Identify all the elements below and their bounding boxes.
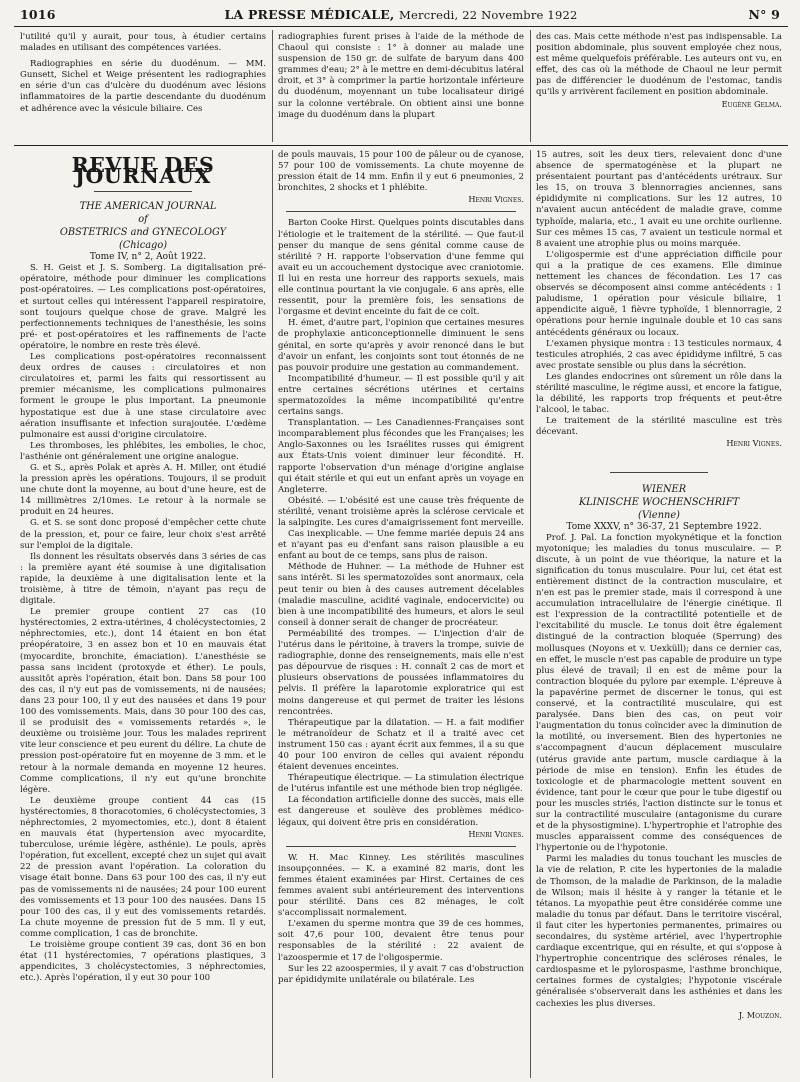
article-paragraph: Parmi les maladies du tonus touchant les muscles de la vie de relation, P. cite les hypertonies de la maladie de Thomson, de la maladie de Parkinson, de la maladie de Wilson; mais il hésite à y ranger la tétanie et le tétanos. La myopathie peut être considérée comme une maladie du tonus par défaut. Dans le territoire viscéral, il faut citer les hypertonies permanentes, primaires ou secondaires, du système artériel, avec l'hypertrophie cardiaque excentrique, qui en résulte, et qui s'oppose à l'hypertrophie concentrique des scléroses rénales, le cardiospasme et le pylorospasme, l'asthme bronchique, certaines formes de cystalgies; l'hypotonie viscérale généralisée s'observerait dans les asthénies et dans les cachexies les plus diverses. [536,854,782,1009]
article-paragraph: La fécondation artificielle donne des succès, mais elle est dangereuse et soulève des problèmes médico-légaux, qui doivent être pris en considération. [278,795,524,828]
article-paragraph: G. et S. se sont donc proposé d'empêcher cette chute de la pression, et, pour ce faire, leur choix s'est arrêté sur l'emploi de la digitale. [20,518,266,551]
page-number: 1016 [20,7,56,22]
top-column-2 [278,32,524,142]
article-paragraph: Perméabilité des trompes. — L'injection d'air de l'utérus dans le péritoine, à travers la trompe, suivie de radiographie, donne des renseignements, mais elle n'est pas dépourvue de risques : H. connaît 2 cas de mort et plusieurs observations de poussées inflammatoires du pelvis. Il préfère la laparotomie exploratrice qui est moins dangereuse et qui permet de traiter les lésions rencontrées. [278,628,524,717]
revue-column-1 [20,150,266,1082]
article-paragraph: Les glandes endocrines ont sûrement un rôle dans la stérilité masculine, le régime aussi, et encore la fatigue, la débilité, les rapports trop fréquents et peut-être l'alcool, le tabac. [536,371,782,416]
title-rule [94,191,192,192]
article-paragraph: W. H. Mac Kinney. Les stérilités masculines insoupçonnées. — K. a examiné 82 maris, dont les femmes étaient examinées par Hirst. Certaines de ces femmes avaient subi antérieurement des interventions pour stérilité. Dans ces 82 ménages, le coït s'accomplissait normalement. [278,852,524,919]
article-paragraph: Cas inexplicable. — Une femme mariée depuis 24 ans et n'ayant pas eu d'enfant sans raison plausible a eu enfant au bout de ce temps, sans plus de raison. [278,529,524,562]
column-divider [272,30,273,142]
article-paragraph: Le traitement de la stérilité masculine est très décevant. [536,416,782,438]
article-paragraph: Thérapeutique par la dilatation. — H. a fait modifier le métranoïdeur de Schatz et il a traité avec cet instrument 150 cas : ayant écrit aux femmes, il a su que 40 pour 100 environ de celles qui avaient répondu étaient devenues enceintes. [278,717,524,773]
journal-tome: Tome XXXV, n° 36-37, 21 Septembre 1922. [566,521,762,532]
revue-column-3 [536,150,782,1082]
issue-date: Mercredi, 22 Novembre 1922 [399,8,578,22]
signature: Henri Vignes. [468,828,524,839]
top-col3-para: des cas. Mais cette méthode n'est pas indispensable. La position abdominale, plus souvent employée chez nous, est même quelquefois préférable. Les auteurs ont vu, en effet, des cas où la méthode de Chaoul ne leur permit pas de différencier le duodénum de l'estomac, tandis qu'ils y arrivèrent facilement en position abdominale. [536,32,782,98]
journal-name-line: THE AMERICAN JOURNAL [79,201,217,213]
article-paragraph: Barton Cooke Hirst. Quelques points discutables dans l'étiologie et le traitement de la stérilité. — Que faut-il penser du manque de sens génital comme cause de stérilité ? H. rapporte l'observation d'une femme qui avait eu un accouchement dystocique avec craniotomie. Il lui en resta une horreur des rapports sexuels, mais elle continua pourtant la vie conjugale. 6 ans après, elle ressentit, pour la première fois, les sensations de l'orgasme et devint enceinte du fait de ce coït. [278,218,524,318]
journal-name [536,483,782,522]
column-divider [530,150,531,1078]
article-paragraph: Ils donnent les résultats observés dans 3 séries de cas : la première ayant été soumise à une digitalisation rapide, la deuxième à une digitalisation lente et la troisième, à titre de témoin, n'ayant pas reçu de digitale. [20,551,266,607]
journal-name-line: (Vienne) [638,509,680,521]
article-paragraph: Incompatibilité d'humeur. — Il est possible qu'il y ait entre certaines sécrétions utérines et certains spermatozoïdes la même incompatibilité qu'entre certains sangs. [278,373,524,418]
journal-name-line: KLINISCHE WOCHENSCHRIFT [578,496,740,508]
page-header [14,4,788,24]
journal-title-line [14,7,788,22]
newspaper-page [14,0,788,1082]
section-title: REVUE DES JOURNAUX [71,153,215,189]
journal-name-line: WIENER [641,483,687,495]
revue-column-2 [278,150,524,1082]
journal-separator [610,472,708,473]
issue-number: N° 9 [748,7,780,22]
article-paragraph: S. H. Geist et J. S. Somberg. La digitalisation pré-opératoire, méthode pour diminuer les complications post-opératoires. — Les complications post-opératoires, et surtout celles qui intéressent l'appareil respiratoire, sont toujours quelque chose de grave. Malgré les perfectionnements techniques de l'anesthésie, les soins pré- et post-opératoires et les raffinements de l'acte opératoire, le nombre en reste très élevé. [20,263,266,351]
article-paragraph: Le deuxième groupe contient 44 cas (15 hystérectomies, 8 thoracotomies, 6 cholécystectomies, 3 néphrectomies, 2 myomectomies, etc.), dont 8 étaient en mauvais état (hypertension avec myocardite, tuberculose, urémie légère, asthénie). Le pouls, après l'opération, fut excellent, excepté chez un sujet qui avait 22 de pression avant l'opération. La coloration du visage était bonne. Dans 63 pour 100 des cas, il n'y eut pas de vomissements ni de nausées; 24 pour 100 eurent des vomissements et 13 pour 100 des nausées. Dans 15 pour 100 des cas, il y eut des vomissements retardés. La chute moyenne de pression fut de 5 mm. Il y eut, comme complication, 1 cas de bronchite. [20,795,266,939]
header-rule [14,26,788,27]
article-paragraph: L'examen physique montra : 13 testicules normaux, 4 testicules atrophiés, 2 cas avec épididyme infiltré, 5 cas avec prostate sensible ou plus dans la sécrétion. [536,338,782,371]
signature: Henri Vignes. [726,438,782,449]
top-col2-para: radiographies furent prises à l'aide de la méthode de Chaoul qui consiste : 1° à donner au malade une suspension de 150 gr. de sulfate de baryum dans 400 grammes d'eau; 2° à le mettre en demi-décubitus latéral droit, et 3° à comprimer la partie horizontale inférieure du duodénum, moyennant un tube localisateur dirigé sur la colonne vertébrale. On obtient ainsi une bonne image du duodénum dans la plupart [278,32,524,120]
article-paragraph: Le premier groupe contient 27 cas (10 hystérectomies, 2 extra-utérines, 4 cholécystectomies, 2 néphrectomies, etc.), dont 14 étaient en bon état préopératoire, 3 en assez bon et 10 en mauvais état (myocardite, bronchite, émaciation). L'anesthésie se passa sans incident (protoxyde et éther). Le pouls, aussitôt après l'opération, était bon. Dans 58 pour 100 des cas, il n'y eut pas de vomissements, ni de nausées; dans 23 pour 100, il y eut des nausées et dans 19 pour 100 des vomissements. Mais, dans 30 pour 100 des cas, il se produisit des « vomissements retardés », le deuxième ou troisième jour. Tous les malades reprirent vite leur conscience et peu eurent du délire. La chute de pression post-opératoire fut en moyenne de 3 mm. et le retour à la normale demanda en moyenne 12 heures. Comme complications, il n'y eut qu'une bronchite légère. [20,607,266,795]
column-divider [530,30,531,142]
column-divider [272,150,273,1078]
article-paragraph: Thérapeutique électrique. — La stimulation électrique de l'utérus infantile est une méthode bien trop négligée. [278,773,524,795]
article-separator [286,846,516,847]
article-separator [286,211,516,212]
article-paragraph: G. et S., après Polak et après A. H. Miller, ont étudié la pression après les opérations. Toujours, il se produit une chute dont la moyenne, au bout d'une heure, est de 14 millimètres 2/10mes. Le retour à la normale se produit en 24 heures. [20,462,266,518]
article-paragraph: de pouls mauvais, 15 pour 100 de pâleur ou de cyanose, 57 pour 100 de vomissements. La chute moyenne de pression était de 14 mm. Enfin il y eut 6 pneumonies, 2 bronchites, 2 shocks et 1 phlébite. [278,150,524,194]
signature: Henri Vignes. [468,194,524,205]
top-column-3 [536,32,782,142]
article-paragraph: Les complications post-opératoires reconnaissent deux ordres de causes : circulatoires et non circulatoires et, parmi les faits qui ressortissent au premier mécanisme, les complications pulmonaires forment le groupe le plus important. La pneumonie hypostatique est due à une stase circulatoire avec aération insuffisante et infection surajoutée. L'œdème pulmonaire est aussi d'origine circulatoire. [20,352,266,440]
article-paragraph: Obésité. — L'obésité est une cause très fréquente de stérilité, venant troisième après la sclérose cervicale et la salpingite. Les cures d'amaigrissement font merveille. [278,495,524,528]
article-paragraph: L'oligospermie est d'une appréciation difficile pour qui a la pratique de ces examens. Elle diminue nettement les chances de fécondation. Les 17 cas observés se décomposent ainsi comme antécédents : 1 paludisme, 1 opération pour vésicule biliaire, 1 appendicite aiguë, 1 fièvre typhoïde, 1 blennorragie, 2 opérations pour hernie inguinale double et 10 cas sans antécédents généraux ou locaux. [536,249,782,338]
journal-tome: Tome IV, n° 2, Août 1922. [89,252,207,263]
journal-title: LA PRESSE MÉDICALE, [224,7,395,22]
top-column-1 [20,32,266,142]
article-paragraph: Méthode de Huhner. — La méthode de Huhner est sans intérêt. Si les spermatozoïdes sont anormaux, cela peut tenir ou bien à des causes autrement décelables (maladie masculine, acidité vaginale, endocervicite) ou bien à une incompatibilité des humeurs, et alors le seul conseil à donner serait de changer de procréateur. [278,562,524,628]
signature: J. Mouzon. [738,1009,782,1020]
article-paragraph: 15 autres, soit les deux tiers, relevaient donc d'une absence de spermatogénèse et la plupart ne présentaient pourtant pas d'antécédents urétraux. Sur les 15, on trouva 3 blennorragies anciennes, sans épididymite ni complications. Sur les 12 autres, 10 n'avaient aucun antécédent de maladie grave, comme typhoïde, malaria, etc., 1 avait eu une orchite ourlienne. Sur ces mêmes 15 cas, 7 avaient un testicule normal et 8 avaient une atrophie plus ou moins marquée. [536,150,782,249]
article-paragraph: Le troisième groupe contient 39 cas, dont 36 en bon état (11 hystérectomies, 7 opérations plastiques, 3 appendicites, 3 cholécystectomies, 3 néphrectomies, etc.). Après l'opération, il y eut 30 pour 100 [20,940,266,984]
article-paragraph: Les thromboses, les phlébites, les embolies, le choc, l'asthénie ont généralement une origine analogue. [20,440,266,462]
journal-name-line: of [138,214,148,226]
article-paragraph: H. émet, d'autre part, l'opinion que certaines mesures de prophylaxie anticonceptionnelle diminuent le sens génital, en sorte qu'après y avoir renoncé dans le but d'avoir un enfant, les conjoints sont tout étonnés de ne pas pouvoir produire une gestation au commandement. [278,318,524,373]
journal-name-line: OBSTETRICS and GYNECOLOGY [59,227,227,239]
top-col1-para: Radiographies en série du duodénum. — MM. Gunsett, Sichel et Weige présentent les radiographies en série d'un cas d'ulcère du duodénum avec lésions inflammatoires de la partie descendante du duodénum et adhérence avec la vésicule biliaire. Ces [20,59,266,114]
journal-name [20,200,266,252]
article-paragraph: L'examen du sperme montra que 39 de ces hommes, soit 47,6 pour 100, devaient être tenus pour responsables de la stérilité : 22 avaient de l'azoospermie et 17 de l'oligospermie. [278,919,524,963]
top-col1-para: l'utilité qu'il y aurait, pour tous, à étudier certains malades en utilisant des compétences variées. [20,32,266,54]
article-paragraph: Transplantation. — Les Canadiennes-Françaises sont incomparablement plus fécondes que les Françaises; les Anglo-Saxonnes ou les Israélites russes qui émigrent aux États-Unis voient diminuer leur fécondité. H. rapporte l'observation d'un ménage d'origine anglaise qui était stérile et qui eut un enfant après un voyage en Angleterre. [278,418,524,495]
article-paragraph: Sur les 22 azoospermies, il y avait 7 cas d'obstruction par épididymite unilatérale ou bilatérale. Les [278,963,524,985]
journal-name-line: (Chicago) [118,240,168,252]
signature: Eugène Gelma. [721,98,782,109]
section-rule [14,145,788,146]
article-paragraph: Prof. J. Pal. La fonction myokynétique et la fonction myotonique; les maladies du tonus musculaire. — P. discute, à un point de vue théorique, la nature et la signification du tonus musculaire. Pour lui, cet état est entièrement distinct de la contraction musculaire, et n'en est pas le premier stade, mais il correspond à une accumulation intracellulaire de l'énergie cinétique. Il est l'expression de la contractilité potentielle et de l'excitabilité du muscle. Le tonus doit être également distingué de la contraction bloquée (Sperrung) des mollusques (Noyons et v. Uexküll); dans ce dernier cas, en effet, le muscle n'est pas capable de produire un type plus élevé de travail; il en est de même pour la contraction bloquée du pylore par exemple. L'épreuve à la papavérine permet de discerner le tonus, qui est conservé, et la contractilité musculaire, qui est paralysée. Dans bien des cas, on peut voir l'augmentation du tonus coïncider avec la diminution de la motilité, ou inversement. Bien des hypertonies ne s'accompagnent d'aucun déplacement musculaire (utérus gravide ante partum, muscle cardiaque à la période de mise en tension). Enfin les études de toxicologie et de pharmacologie mettent souvent en évidence, tant pour le cœur que pour le tube digestif ou pour les muscles striés, l'action distincte sur le tonus et sur la contractilité musculaire (antagonisme du curare et de la physostigmine). L'hypertrophie et l'atrophie des muscles apparaissent comme des conséquences de l'hypertonie ou de l'hypotonie. [536,532,782,854]
